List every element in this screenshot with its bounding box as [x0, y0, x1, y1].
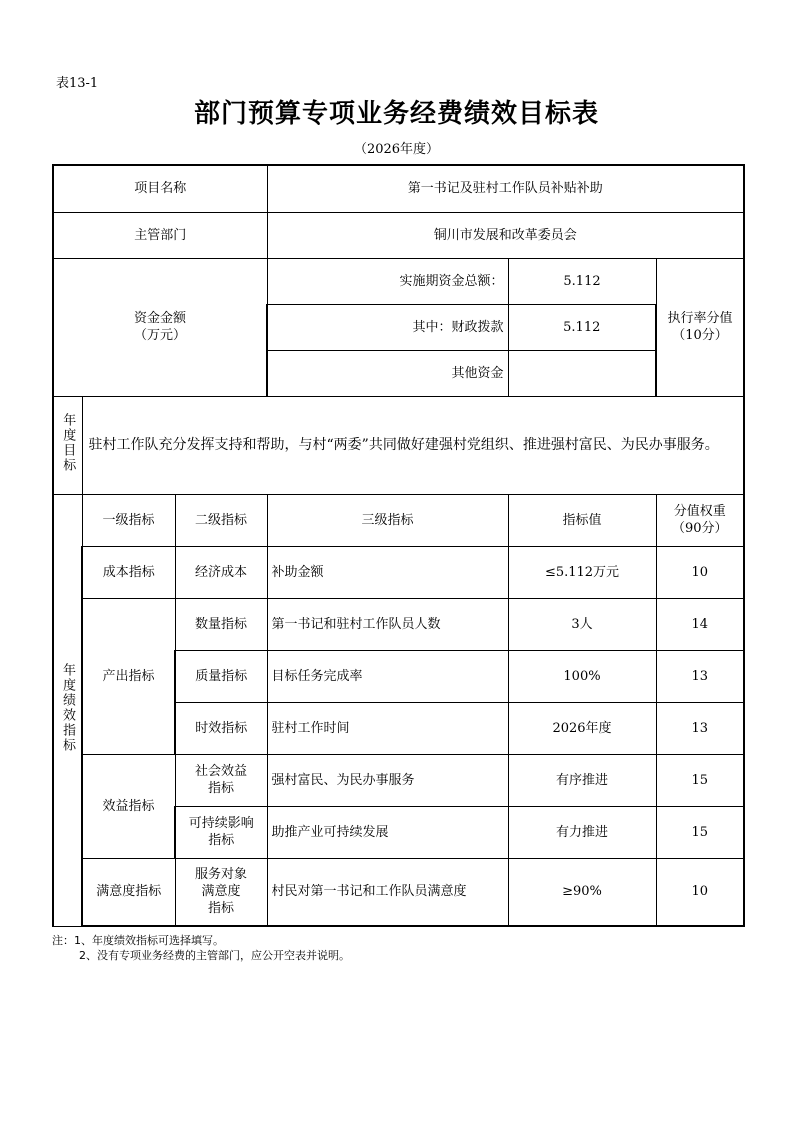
weight-cell: 15: [656, 806, 744, 858]
level3-cell: 驻村工作时间: [267, 702, 508, 754]
indicator-value-cell: 有力推进: [508, 806, 656, 858]
level2-line: 指标: [207, 901, 234, 917]
level2-line: 社会效益: [194, 764, 247, 779]
table-row: [53, 754, 744, 806]
project-name-value: 第一书记及驻村工作队员补贴补助: [267, 165, 744, 212]
weight-cell: 15: [656, 754, 744, 806]
department-value: 铜川市发展和改革委员会: [267, 212, 744, 258]
indicator-value-cell: 有序推进: [508, 754, 656, 806]
funds-label-line2: （万元）: [133, 328, 186, 343]
total-funds-label: 实施期资金总额：: [267, 258, 508, 304]
execution-rate-line1: 执行率分值: [667, 311, 733, 326]
performance-indicator-label-text: 年度绩效指标: [60, 662, 75, 753]
indicator-value-cell: ≤5.112万元: [508, 546, 656, 598]
funds-total-row: [53, 258, 744, 304]
level2-cell: [175, 806, 267, 858]
indicator-value-header: 指标值: [508, 494, 656, 546]
weight-cell: 10: [656, 546, 744, 598]
fiscal-funds-value: 5.112: [508, 304, 656, 350]
level2-cell: 经济成本: [175, 546, 267, 598]
level2-line: 满意度: [201, 884, 241, 900]
output-indicator-label: 产出指标: [82, 598, 175, 754]
performance-target-table: [52, 164, 745, 927]
indicator-value-cell: 3人: [508, 598, 656, 650]
level2-line: 指标: [207, 781, 234, 796]
table-row: [53, 546, 744, 598]
department-row: [53, 212, 744, 258]
year-label: （2026年度）: [353, 142, 440, 157]
table-number: 表13-1: [56, 76, 99, 91]
level3-cell: 强村富民、为民办事服务: [267, 754, 508, 806]
table-row: [53, 858, 744, 926]
level2-header: 二级指标: [175, 494, 267, 546]
indicator-value-cell: 2026年度: [508, 702, 656, 754]
weight-header: [656, 494, 744, 546]
footnote-2: 2、没有专项业务经费的主管部门，应公开空表并说明。: [79, 949, 350, 962]
level2-line: 可持续影响: [188, 816, 254, 831]
benefit-indicator-label: 效益指标: [82, 754, 175, 858]
funds-amount-label: [53, 258, 267, 396]
level3-cell: 补助金额: [267, 546, 508, 598]
performance-indicator-label: [53, 494, 82, 926]
level2-line: 指标: [208, 833, 235, 848]
level2-cell: 质量指标: [175, 650, 267, 702]
weight-header-line1: 分值权重: [673, 504, 726, 519]
project-name-row: [53, 165, 744, 212]
satisfaction-indicator-label: 满意度指标: [82, 858, 175, 926]
indicator-value-cell: 100%: [508, 650, 656, 702]
indicator-value-cell: ≥90%: [508, 858, 656, 926]
level2-cell: [175, 754, 267, 806]
level3-cell: 第一书记和驻村工作队员人数: [267, 598, 508, 650]
level3-cell: 村民对第一书记和工作队员满意度: [267, 858, 508, 926]
other-funds-label: 其他资金: [267, 350, 508, 396]
department-label: 主管部门: [53, 212, 267, 258]
level2-cell: [175, 858, 267, 926]
project-name-label: 项目名称: [53, 165, 267, 212]
execution-rate-score: [656, 258, 744, 396]
fiscal-funds-label: 其中：财政拨款: [267, 304, 508, 350]
annual-goal-label: [53, 396, 82, 494]
weight-cell: 10: [656, 858, 744, 926]
level2-line: 服务对象: [194, 867, 247, 883]
funds-label-line1: 资金金额: [133, 311, 186, 326]
weight-cell: 13: [656, 650, 744, 702]
annual-goal-text: 驻村工作队充分发挥支持和帮助，与村“两委”共同做好建强村党组织、推进强村富民、为民办事服务。: [82, 396, 744, 494]
table-row: [53, 598, 744, 650]
cost-indicator-label: 成本指标: [82, 546, 175, 598]
level3-cell: 助推产业可持续发展: [267, 806, 508, 858]
page-title: 部门预算专项业务经费绩效目标表: [193, 99, 599, 129]
level2-cell: 数量指标: [175, 598, 267, 650]
annual-goal-label-text: 年度目标: [60, 412, 76, 473]
footnote-1: 注：1、年度绩效指标可选择填写。: [52, 934, 224, 947]
level2-cell: 时效指标: [175, 702, 267, 754]
weight-header-line2: （90分）: [671, 521, 728, 536]
level3-cell: 目标任务完成率: [267, 650, 508, 702]
weight-cell: 14: [656, 598, 744, 650]
total-funds-value: 5.112: [508, 258, 656, 304]
indicator-header-row: [53, 494, 744, 546]
level3-header: 三级指标: [267, 494, 508, 546]
annual-goal-row: [53, 396, 744, 494]
execution-rate-line2: （10分）: [672, 328, 728, 343]
level1-header: 一级指标: [82, 494, 175, 546]
weight-cell: 13: [656, 702, 744, 754]
other-funds-value: [508, 350, 656, 396]
